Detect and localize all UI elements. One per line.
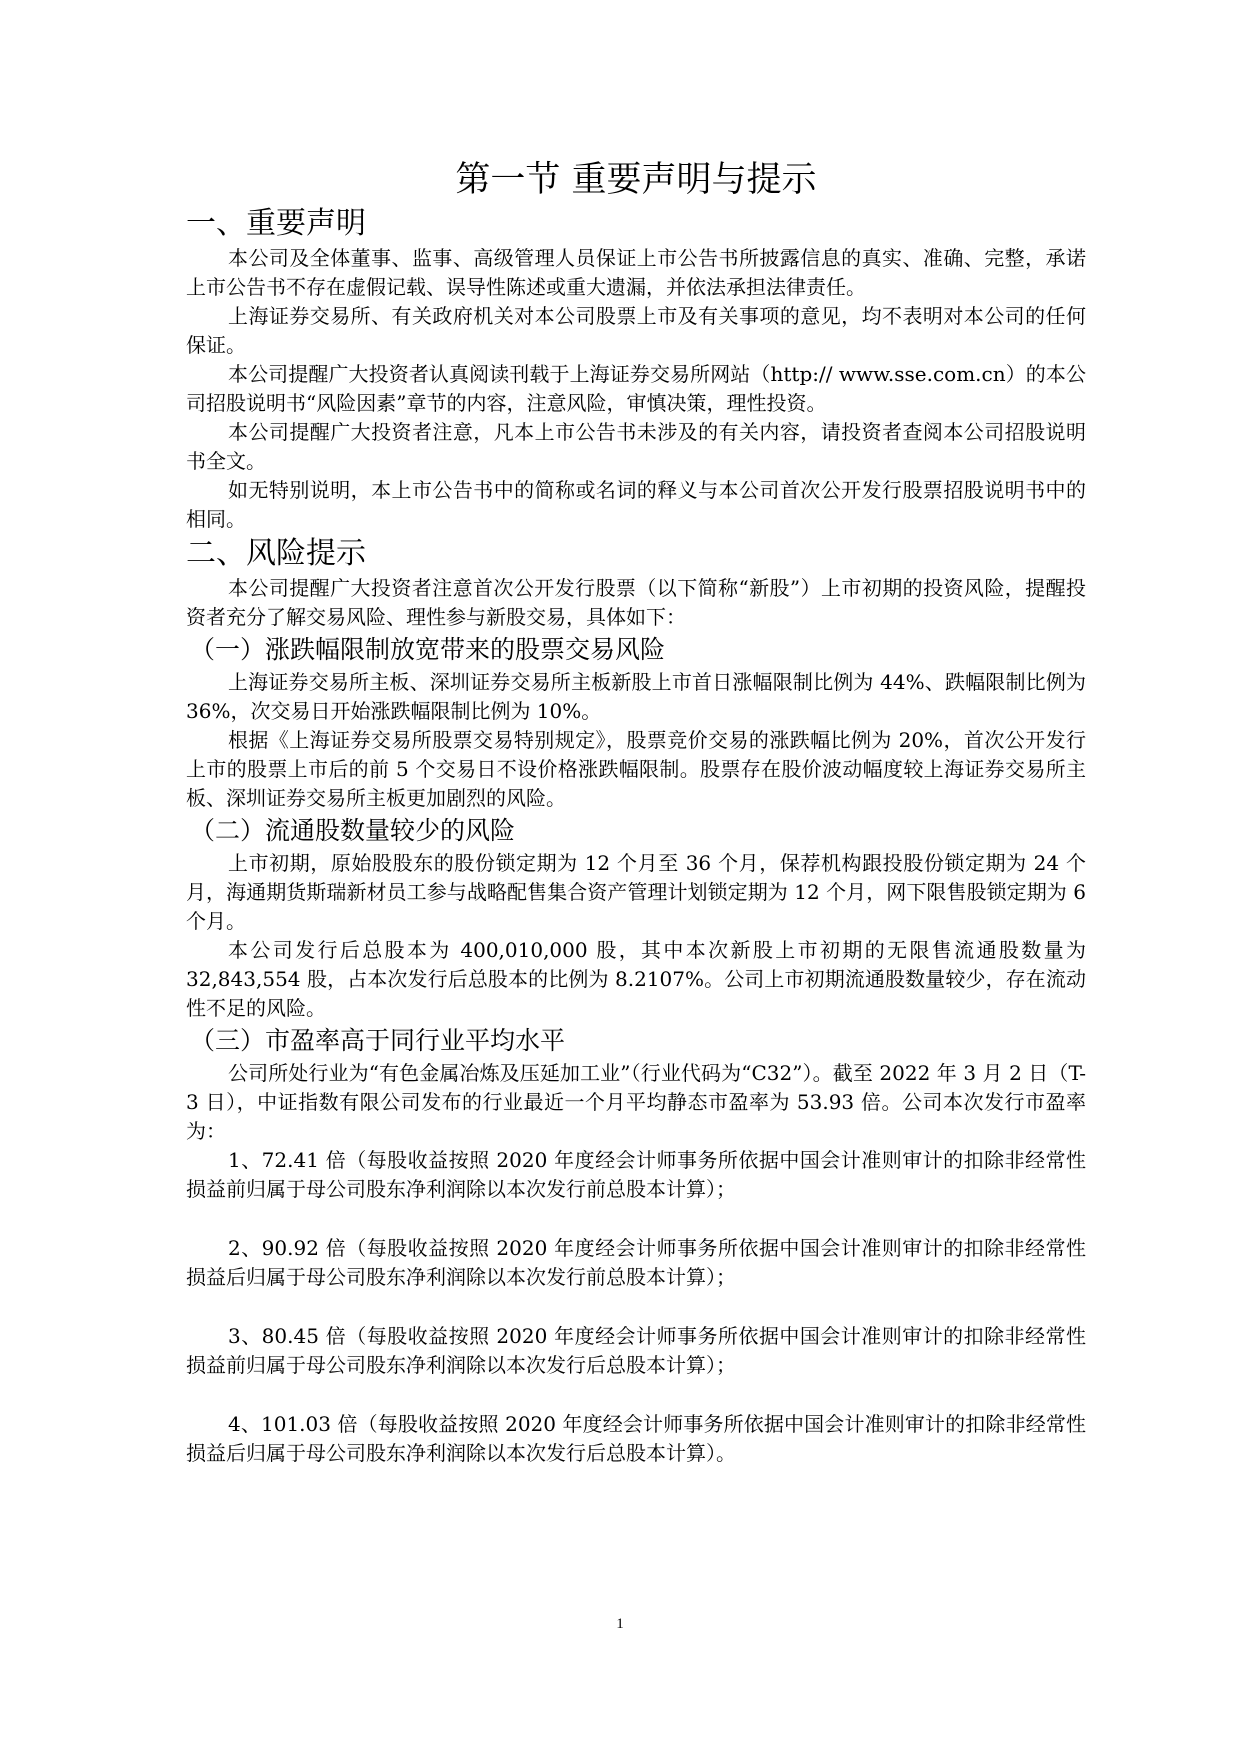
paragraph: 本公司提醒广大投资者注意首次公开发行股票（以下简称“新股”）上市初期的投资风险，提醒投资者充分了解交易风险、理性参与新股交易，具体如下： [186,576,1086,629]
list-item: 1、72.41 倍（每股收益按照 2020 年度经会计师事务所依据中国会计准则审计的扣除非经常性损益前归属于母公司股东净利润除以本次发行前总股本计算）； [186,1148,1086,1201]
paragraph: 如无特别说明，本上市公告书中的简称或名词的释义与本公司首次公开发行股票招股说明书中的相同。 [186,478,1086,531]
section-heading-risk: 二、风险提示 [186,536,366,571]
paragraph: 本公司发行后总股本为 400,010,000 股，其中本次新股上市初期的无限售流通股数量为 32,843,554 股，占本次发行后总股本的比例为 8.2107%。公司上市初期流通股数量较少，存在流动性不足的风险。 [186,938,1086,1020]
subsection-heading-float-shares: （二）流通股数量较少的风险 [190,816,516,845]
subsection-heading-pe-ratio: （三）市盈率高于同行业平均水平 [190,1026,566,1055]
list-item: 4、101.03 倍（每股收益按照 2020 年度经会计师事务所依据中国会计准则审计的扣除非经常性损益后归属于母公司股东净利润除以本次发行后总股本计算）。 [186,1412,1086,1465]
page-title: 第一节 重要声明与提示 [455,160,817,200]
paragraph: 上海证券交易所、有关政府机关对本公司股票上市及有关事项的意见，均不表明对本公司的任何保证。 [186,304,1086,357]
section-heading-declaration: 一、重要声明 [186,206,366,241]
subsection-heading-price-limit: （一）涨跌幅限制放宽带来的股票交易风险 [190,635,666,664]
paragraph: 本公司及全体董事、监事、高级管理人员保证上市公告书所披露信息的真实、准确、完整，承诺上市公告书不存在虚假记载、误导性陈述或重大遗漏，并依法承担法律责任。 [186,246,1086,299]
paragraph: 根据《上海证券交易所股票交易特别规定》，股票竞价交易的涨跌幅比例为 20%，首次公开发行上市的股票上市后的前 5 个交易日不设价格涨跌幅限制。股票存在股价波动幅度较上海证券交易所主板、深圳证券交易所主板更加剧烈的风险。 [186,728,1086,810]
list-item: 3、80.45 倍（每股收益按照 2020 年度经会计师事务所依据中国会计准则审计的扣除非经常性损益前归属于母公司股东净利润除以本次发行后总股本计算）； [186,1324,1086,1377]
page-number: 1 [616,1616,624,1632]
paragraph: 上海证券交易所主板、深圳证券交易所主板新股上市首日涨幅限制比例为 44%、跌幅限制比例为 36%，次交易日开始涨跌幅限制比例为 10%。 [186,670,1086,723]
paragraph: 上市初期，原始股股东的股份锁定期为 12 个月至 36 个月，保荐机构跟投股份锁定期为 24 个月，海通期货斯瑞新材员工参与战略配售集合资产管理计划锁定期为 12 个月，网下限售股锁定期为 6 个月。 [186,851,1086,933]
list-item: 2、90.92 倍（每股收益按照 2020 年度经会计师事务所依据中国会计准则审计的扣除非经常性损益后归属于母公司股东净利润除以本次发行前总股本计算）； [186,1236,1086,1289]
paragraph: 本公司提醒广大投资者认真阅读刊载于上海证券交易所网站（http:// www.sse.com.cn）的本公司招股说明书“风险因素”章节的内容，注意风险，审慎决策，理性投资。 [186,362,1086,415]
paragraph: 本公司提醒广大投资者注意，凡本上市公告书未涉及的有关内容，请投资者查阅本公司招股说明书全文。 [186,420,1086,473]
paragraph: 公司所处行业为“有色金属冶炼及压延加工业”（行业代码为“C32”）。截至 2022 年 3 月 2 日（T-3 日），中证指数有限公司发布的行业最近一个月平均静态市盈率为 53.93 倍。公司本次发行市盈率为： [186,1061,1086,1143]
page-content [186,156,1086,1468]
